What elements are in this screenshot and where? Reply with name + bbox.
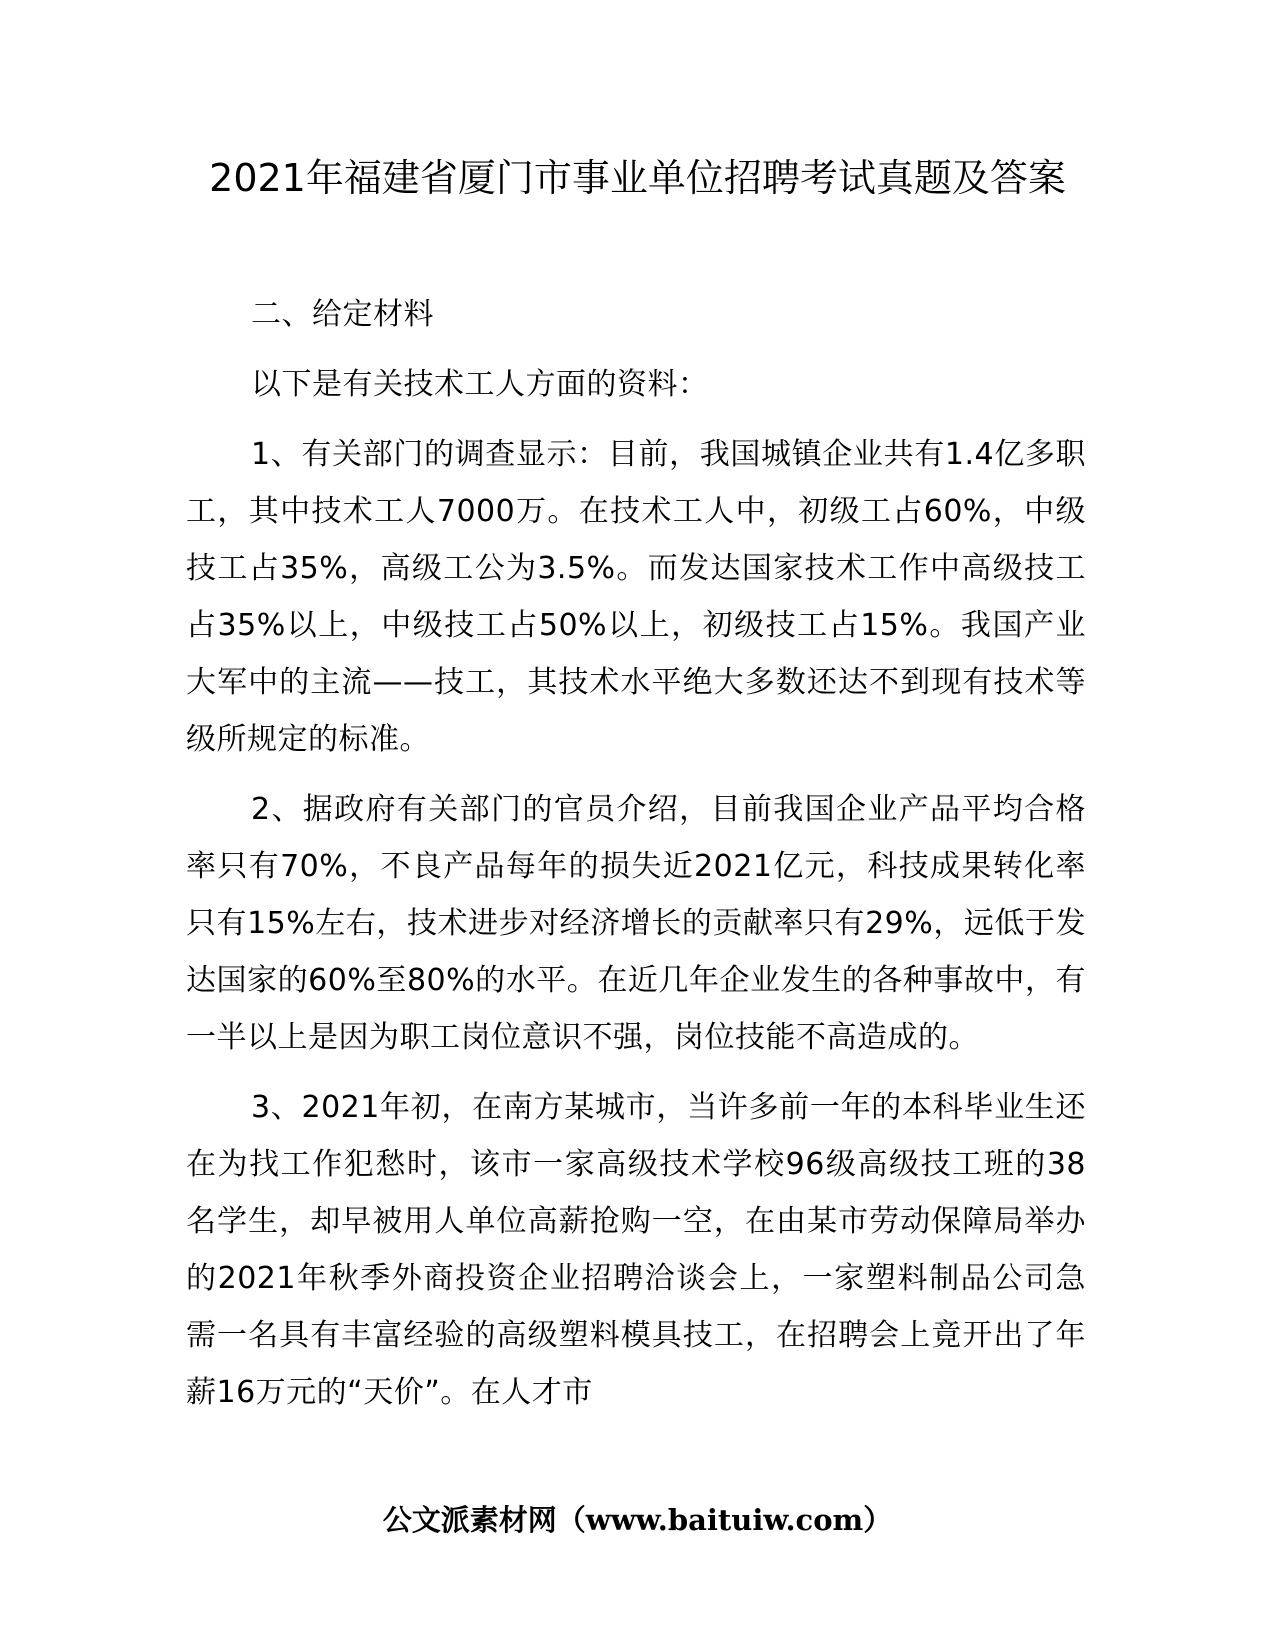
section-heading: 二、给定材料 <box>251 297 434 332</box>
intro-paragraph: 以下是有关技术工人方面的资料： <box>251 367 709 402</box>
paragraph-3: 3、2021年初，在南方某城市，当许多前一年的本科毕业生还在为找工作犯愁时，该市一家高级技术学校96级高级技工班的38名学生，却早被用人单位高薪抢购一空，在由某市劳动保障局举办的2021年秋季外商投资企业招聘洽谈会上，一家塑料制品公司急需一名具有丰富经验的高级塑料模具技工，在招聘会上竟开出了年薪16万元的“天价”。在人才市 <box>186 1090 1086 1410</box>
paragraph-1: 1、有关部门的调查显示：目前，我国城镇企业共有1.4亿多职工，其中技术工人7000万。在技术工人中，初级工占60%，中级技工占35%，高级工公为3.5%。而发达国家技术工作中高级技工占35%以上，中级技工占50%以上，初级技工占15%。我国产业大军中的主流——技工，其技术水平绝大多数还达不到现有技术等级所规定的标准。 <box>186 437 1086 757</box>
document-title: 2021年福建省厦门市事业单位招聘考试真题及答案 <box>209 156 1066 200</box>
document-body <box>186 286 1086 1421</box>
paragraph-2: 2、据政府有关部门的官员介绍，目前我国企业产品平均合格率只有70%，不良产品每年的损失近2021亿元，科技成果转化率只有15%左右，技术进步对经济增长的贡献率只有29%，远低于发达国家的60%至80%的水平。在近几年企业发生的各种事故中，有一半以上是因为职工岗位意识不强，岗位技能不高造成的。 <box>186 792 1086 1055</box>
footer-watermark: 公文派素材网（www.baituiw.com） <box>382 1503 893 1537</box>
